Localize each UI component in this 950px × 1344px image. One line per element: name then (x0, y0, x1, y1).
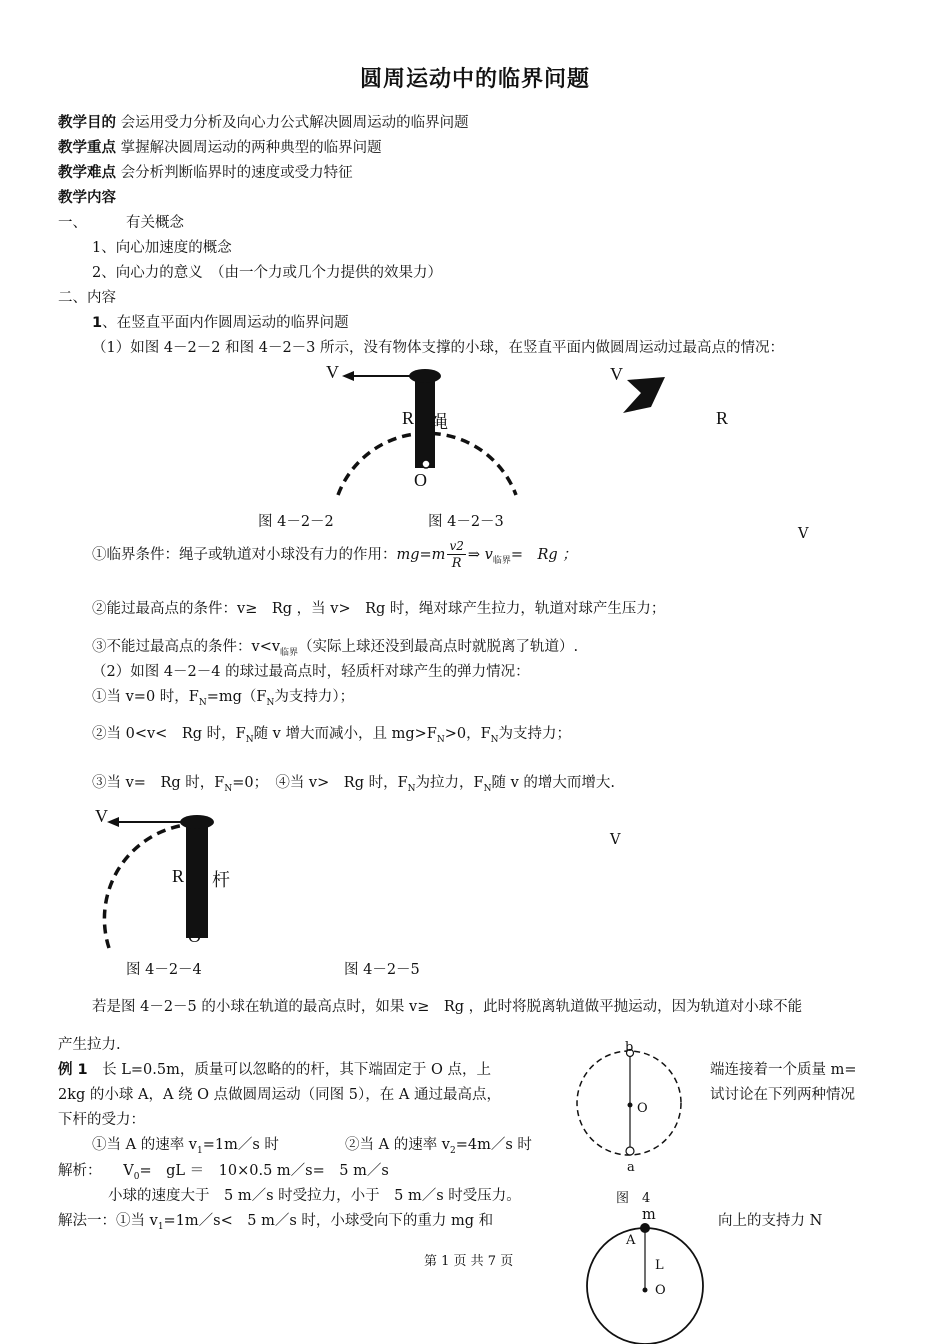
rod3-sub1: N (224, 783, 233, 794)
section1-item1: 1、向心加速度的概念 (92, 240, 232, 256)
goal-row (58, 111, 469, 132)
fig422-pivot (422, 460, 430, 468)
section2-heading: 二、内容 (58, 290, 116, 306)
caption-4-2-2: 图 4－2－2 (258, 514, 334, 530)
stray-v-label-2: V (610, 832, 621, 848)
fig424-arrowhead-icon (107, 817, 119, 827)
case2-sub: 2 (450, 1145, 456, 1156)
cond3-sub: 临界 (280, 647, 299, 658)
rod2-sub1: N (245, 734, 254, 745)
example-case2 (345, 1133, 532, 1156)
cond1-den: R (451, 556, 462, 571)
fig4-point-a (626, 1147, 634, 1155)
rod2-sub2: N (436, 734, 445, 745)
section1-heading: 有关概念 (126, 215, 184, 231)
condition-2: ②能过最高点的条件：v≥ Rg ，当 v> Rg 时，绳对球产生拉力，轨道对球产生压力； (92, 601, 666, 617)
page-title: 圆周运动中的临界问题 (359, 67, 590, 92)
rod3-c: 为拉力，F (415, 775, 484, 791)
rod1-b: =mg（F (206, 689, 267, 705)
goal-label: 教学目的 (58, 115, 116, 131)
focus-label: 教学重点 (58, 140, 116, 156)
rod3-sub3: N (483, 783, 492, 794)
example-line3: 下杆的受力： (58, 1112, 145, 1128)
rod2-b: 随 v 增大而减小，且 mg>F (253, 726, 437, 742)
difficulty-row (58, 161, 353, 182)
rod-case-2 (92, 722, 571, 745)
analysis-b: = gL ＝ 10×0.5 m／s= 5 m／s (139, 1163, 389, 1179)
case1-sub: 1 (197, 1145, 203, 1156)
example-method1 (58, 1209, 493, 1232)
rod3-sub2: N (407, 783, 416, 794)
fig423-r-label: R (716, 408, 729, 428)
rod-case-3 (92, 771, 615, 794)
example-line1-text: 长 L=0.5m，质量可以忽略的的杆，其下端固定于 O 点，上 (87, 1062, 491, 1078)
case1-a: ①当 A 的速率 v (92, 1137, 197, 1153)
fig5-o-label: O (655, 1283, 666, 1298)
fig5-l-label: L (655, 1258, 664, 1273)
fig5-m-label: m (642, 1207, 656, 1223)
cond1-num: v2 (449, 539, 464, 553)
section2-sub1-text: 、在竖直平面内作圆周运动的临界问题 (102, 315, 349, 331)
method1-sub: 1 (157, 1221, 164, 1232)
method1-a: 解法一：①当 v (58, 1213, 158, 1229)
page-footer: 第 1 页 共 7 页 (424, 1254, 514, 1269)
section2-p3: 若是图 4－2－5 的小球在轨道的最高点时，如果 v≥ Rg ，此时将脱离轨道做平抛运动，因为轨道对小球不能 (92, 999, 803, 1015)
example-case1 (92, 1133, 279, 1156)
stray-v-label-1: V (798, 526, 809, 542)
content-label: 教学内容 (58, 190, 116, 206)
section2-sub1 (92, 311, 349, 332)
rod2-a: ②当 0<v< Rg 时，F (92, 726, 246, 742)
case2-b: =4m／s 时 (455, 1137, 532, 1153)
fig5-ball (640, 1223, 650, 1233)
cond1-eq: = Rg ； (510, 547, 577, 563)
rod2-d: 为支持力； (498, 726, 572, 742)
fig424-o-label: O (188, 926, 201, 946)
analysis-a: 解析： V (58, 1163, 134, 1179)
section1-num: 一、 (58, 215, 87, 231)
rod2-sub3: N (490, 734, 499, 745)
rod3-a: ③当 v= Rg 时，F (92, 775, 225, 791)
case2-a: ②当 A 的速率 v (345, 1137, 450, 1153)
fig4-center-point (628, 1103, 633, 1108)
fig423-v-label: V (610, 364, 623, 384)
fig424-r-label: R (172, 866, 185, 886)
rod3-b: =0； ④当 v> Rg 时，F (232, 775, 408, 791)
fig424-rod (186, 818, 208, 938)
rod1-c: 为支持力）； (274, 689, 355, 705)
caption-4-2-5: 图 4－2－5 (344, 962, 420, 978)
goal-text: 会运用受力分析及向心力公式解决圆周运动的临界问题 (120, 115, 469, 131)
rod1-a: ①当 v=0 时，F (92, 689, 199, 705)
example-line1 (58, 1058, 491, 1079)
rod3-d: 随 v 的增大而增大. (491, 775, 615, 791)
example-line1-right: 端连接着一个质量 m= (710, 1062, 857, 1078)
difficulty-label: 教学难点 (58, 165, 116, 181)
analysis-sub: 0 (133, 1171, 140, 1182)
fig4-a-label: a (627, 1160, 635, 1175)
fig424-v-label: V (95, 806, 108, 826)
cond1-formula: mg=m (396, 547, 446, 563)
example-analysis (58, 1159, 389, 1182)
condition-1 (92, 540, 577, 570)
rod2-c: >0，F (444, 726, 491, 742)
rod-case-1 (92, 685, 354, 708)
case1-b: =1m／s 时 (202, 1137, 279, 1153)
fig422-arrowhead-icon (342, 371, 354, 381)
cond1-sub: 临界 (492, 555, 511, 566)
section2-p3-cont: 产生拉力. (58, 1037, 121, 1053)
cond3-text: ③不能过最高点的条件：v<v (92, 639, 281, 655)
fig4-b-label: b (625, 1040, 634, 1055)
example-line2: 2kg 的小球 A，A 绕 O 点做圆周运动（同图 5），在 A 通过最高点， (58, 1087, 501, 1103)
section2-p2: （2）如图 4－2－4 的球过最高点时，轻质杆对球产生的弹力情况： (92, 664, 530, 680)
rod1-sub2: N (266, 697, 275, 708)
example-line2-right: 试讨论在下列两种情况 (710, 1087, 855, 1103)
fig422-o-label: O (414, 470, 427, 490)
difficulty-text: 会分析判断临界时的速度或受力特征 (120, 165, 353, 181)
fig422-r-label: R (402, 408, 415, 428)
section2-sub1-num: 1 (92, 315, 103, 331)
cond3-text-b: （实际上球还没到最高点时就脱离了轨道）. (298, 639, 579, 655)
section1-item2: 2、向心力的意义 （由一个力或几个力提供的效果力） (92, 265, 442, 281)
fig424-rod-label: 杆 (212, 870, 230, 890)
caption-4-2-4: 图 4－2－4 (126, 962, 202, 978)
caption-4-2-3: 图 4－2－3 (428, 514, 504, 530)
figure-5 (582, 1218, 712, 1344)
fig422-rope-label: 绳 (430, 412, 448, 432)
cond1-fraction (447, 540, 465, 570)
example-analysis2: 小球的速度大于 5 m／s 时受拉力，小于 5 m／s 时受压力。 (108, 1188, 521, 1204)
fig423-track-piece (623, 377, 665, 413)
section2-p1: （1）如图 4－2－2 和图 4－2－3 所示，没有物体支撑的小球，在竖直平面内做圆周运动过最高点的情况： (92, 340, 785, 356)
focus-text: 掌握解决圆周运动的两种典型的临界问题 (120, 140, 382, 156)
fig4-caption: 图 4 (616, 1191, 651, 1206)
method1-b: =1m／s< 5 m／s 时，小球受向下的重力 mg 和 (163, 1213, 494, 1229)
figure-4 (575, 1045, 695, 1165)
rod1-sub: N (198, 697, 207, 708)
fig5-center-point (643, 1288, 648, 1293)
fig5-a-label: A (626, 1233, 636, 1248)
fig4-o-label: O (637, 1101, 648, 1116)
cond1-arrow: ⇒ v (467, 547, 493, 563)
example-label: 例 1 (58, 1062, 88, 1078)
fig422-v-label: V (326, 362, 339, 382)
cond1-text: ①临界条件：绳子或轨道对小球没有力的作用： (92, 547, 397, 563)
example-method1-right: 向上的支持力 N (718, 1213, 823, 1229)
focus-row (58, 136, 382, 157)
condition-3 (92, 635, 578, 658)
